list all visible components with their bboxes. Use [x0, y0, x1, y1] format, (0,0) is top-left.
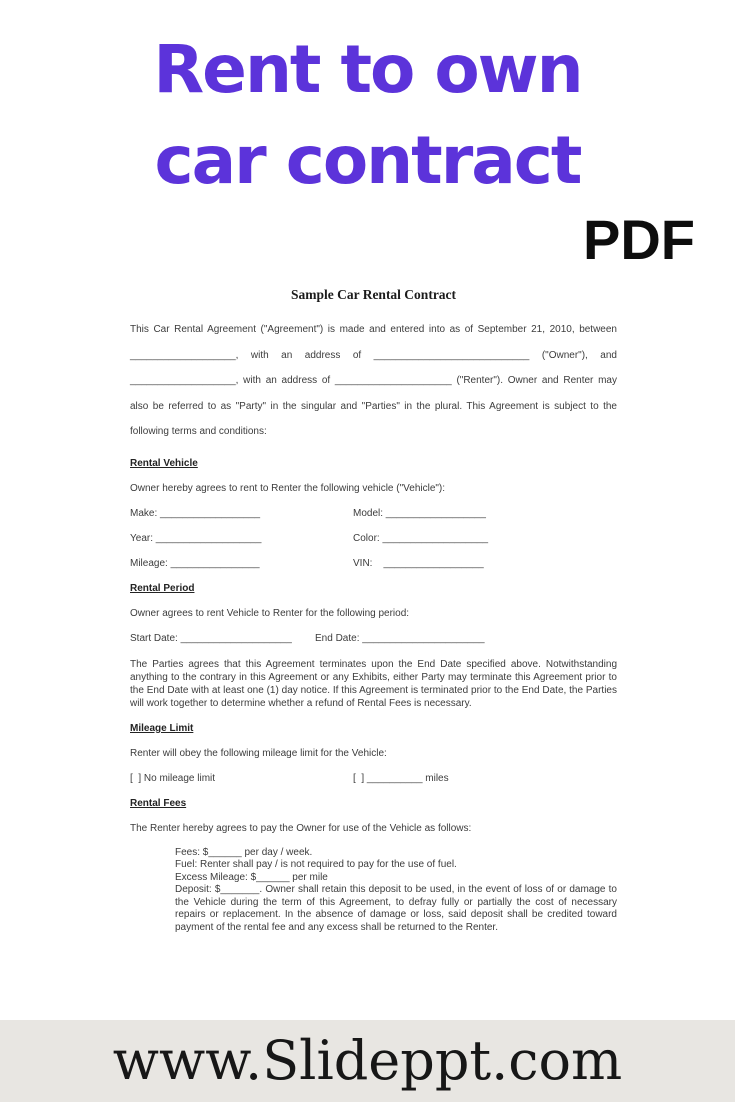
website-url: www.Slideppt.com [112, 1029, 623, 1092]
checkbox-no-mileage-limit: [ ] No mileage limit [130, 772, 216, 784]
footer-banner [0, 1020, 735, 1102]
termination-paragraph: The Parties agrees that this Agreement terminates upon the End Date specified above. Notwithstanding anything to the contrary in this Agreement or any Exhibits, either Party may terminate this Agreement prior to the End Date with at least one (1) day notice. If this Agreement is terminated prior to the End Date, the Parties will work together to determine whether a refund of Rental Fees is necessary. [130, 658, 617, 709]
mileage-limit-lead: Renter will obey the following mileage limit for the Vehicle: [130, 747, 387, 759]
rental-fees-lead: The Renter hereby agrees to pay the Owner for use of the Vehicle as follows: [130, 822, 472, 834]
poster-title-line-2: car contract [154, 122, 581, 199]
deposit-paragraph: Deposit: $_______. Owner shall retain this deposit to be used, in the event of loss of or damage to the Vehicle during the term of this Agreement, to defray fully or partially the cost of necessary repairs or replacement. In the absence of damage or loss, said deposit shall be credited toward payment of the rental fee and any excess shall be returned to the Renter. [175, 884, 617, 933]
hero-header [0, 0, 735, 206]
checkbox-miles-limit: [ ] __________ miles [353, 772, 449, 784]
field-row-mileage-vin [130, 558, 617, 570]
fees-line: Fees: $______ per day / week. [175, 846, 313, 858]
document-title: Sample Car Rental Contract [290, 287, 457, 302]
field-row-mileage-options [130, 773, 617, 785]
field-row-dates [130, 633, 617, 645]
field-model: Model: __________________ [353, 507, 486, 519]
pdf-label: PDF [583, 208, 695, 271]
contract-document [130, 286, 617, 934]
fuel-line: Fuel: Renter shall pay / is not required to pay for the use of fuel. [175, 859, 457, 870]
field-row-make-model [130, 508, 617, 520]
excess-mileage-line: Excess Mileage: $______ per mile [175, 871, 328, 883]
field-row-year-color [130, 533, 617, 545]
field-year: Year: ___________________ [130, 532, 262, 544]
field-color: Color: ___________________ [353, 532, 489, 544]
section-heading-rental-period: Rental Period [130, 582, 195, 594]
intro-paragraph: This Car Rental Agreement ("Agreement") is made and entered into as of September 21, 2010, between ___________________, with an address of ____________________________ ("Owner"), and ___________________, with an address of _____________________ ("Renter"). Owner and Renter may also be referred to as "Party" in the singular and "Parties" in the plural. This Agreement is subject to the following terms and conditions: [130, 324, 617, 437]
rental-vehicle-lead: Owner hereby agrees to rent to Renter the following vehicle ("Vehicle"): [130, 482, 446, 494]
field-make: Make: __________________ [130, 507, 261, 519]
field-vin: VIN: __________________ [353, 557, 484, 569]
poster-title-line-1: Rent to own [153, 31, 582, 108]
poster-title [0, 24, 735, 206]
fees-block [175, 847, 617, 935]
field-start-date: Start Date: ____________________ [130, 632, 292, 644]
field-end-date: End Date: ______________________ [315, 632, 485, 644]
field-mileage: Mileage: ________________ [130, 557, 260, 569]
section-heading-rental-fees: Rental Fees [130, 797, 187, 809]
rental-period-lead: Owner agrees to rent Vehicle to Renter for the following period: [130, 607, 410, 619]
section-heading-rental-vehicle: Rental Vehicle [130, 457, 198, 469]
section-heading-mileage-limit: Mileage Limit [130, 722, 194, 734]
